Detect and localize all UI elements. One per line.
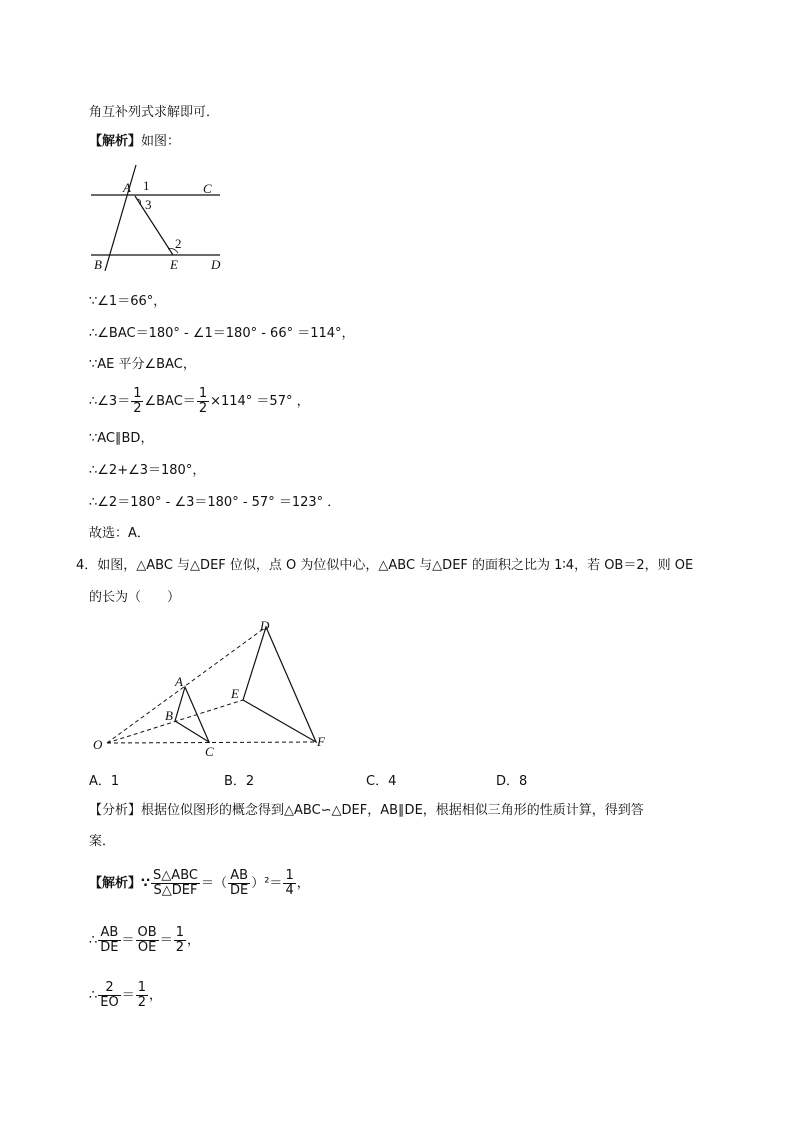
fraction-num: 1 — [285, 868, 294, 883]
triangle-def — [243, 627, 316, 742]
fraction-ab-de — [228, 869, 250, 898]
fraction-half-2 — [197, 387, 209, 416]
step-angle3-c: ×114° ＝57° ， — [210, 394, 310, 409]
option-b[interactable]: B．2 — [224, 774, 255, 789]
step-angle3-b: ∠BAC＝ — [144, 394, 196, 409]
step-bisector: ∵AE 平分∠BAC， — [89, 357, 196, 372]
fraction-den: OE — [137, 940, 157, 955]
step-parallel: ∵AC∥BD， — [89, 431, 154, 446]
therefore-symbol: ∴ — [89, 933, 98, 948]
fraction-den: 2 — [133, 401, 142, 416]
line-ae — [135, 196, 173, 255]
fig2-label-o: O — [93, 737, 103, 752]
fig1-label-a: A — [123, 180, 131, 195]
parallel-lines-figure — [88, 163, 228, 275]
fraction-den: 2 — [175, 940, 184, 955]
fraction-half-3 — [174, 926, 186, 955]
equals: ＝ — [121, 933, 135, 948]
fraction-ab-de-2 — [98, 926, 120, 955]
fig2-label-c: C — [205, 744, 214, 759]
fraction-num: S△ABC — [153, 868, 198, 883]
homothety-figure — [88, 615, 338, 763]
fig1-label-c: C — [203, 181, 212, 196]
option-d[interactable]: D．8 — [496, 774, 528, 789]
fraction-quarter — [283, 869, 295, 898]
solution-label-2: 【解析】∵ — [89, 876, 151, 891]
analysis-line2: 案． — [89, 834, 116, 849]
step-angle-bac: ∴∠BAC＝180° - ∠1＝180° - 66° ＝114°， — [89, 326, 355, 341]
fraction-num: 1 — [198, 386, 208, 401]
solution-ratio-line — [89, 922, 200, 960]
question-4-line1: 4．如图，△ABC 与△DEF 位似，点 O 为位似中心，△ABC 与△DEF 的面积之比为 1∶4，若 OB＝2，则 OE — [76, 558, 694, 573]
step-angle3 — [89, 385, 310, 419]
fraction-num: AB — [98, 926, 120, 941]
therefore-symbol: ∴ — [89, 988, 98, 1003]
answer-choice: 故选：A． — [89, 526, 150, 541]
text-line-continuation: 角互补列式求解即可． — [89, 105, 220, 120]
fig1-label-3: 3 — [145, 197, 152, 212]
fraction-den: S△DEF — [153, 883, 198, 898]
fraction-half-1 — [131, 387, 143, 416]
fig2-label-a: A — [175, 674, 183, 689]
fig2-label-b: B — [165, 708, 173, 723]
comma: ， — [149, 988, 163, 1003]
fig1-label-d: D — [211, 257, 221, 272]
fraction-half-4 — [136, 981, 148, 1010]
equals: ＝ — [159, 933, 173, 948]
solution-label: 【解析】 — [89, 134, 142, 149]
fraction-ob-oe — [136, 926, 159, 955]
fraction-num: 1 — [137, 980, 147, 995]
option-a[interactable]: A．1 — [89, 774, 120, 789]
fraction-num: OB — [137, 925, 157, 940]
fig2-label-e: E — [231, 686, 239, 701]
solution-eo-line — [89, 977, 162, 1015]
squared-equals: ）²＝ — [251, 876, 283, 891]
analysis-line1: 【分析】根据位似图形的概念得到△ABC∽△DEF，AB∥DE，根据相似三角形的性质计算，得到答 — [89, 803, 644, 818]
question-4-line2: 的长为（ ） — [89, 590, 181, 605]
equals-paren: ＝（ — [200, 876, 227, 891]
fraction-den: DE — [229, 883, 249, 898]
equals: ＝ — [121, 988, 135, 1003]
fraction-num: 2 — [98, 981, 120, 996]
fig1-label-2: 2 — [175, 236, 182, 251]
ray-od — [107, 627, 266, 743]
solution-heading — [89, 133, 180, 151]
fig2-label-d: D — [260, 618, 270, 633]
fig1-label-b: B — [94, 257, 102, 272]
fraction-num: AB — [228, 869, 250, 884]
fig2-label-f: F — [317, 734, 325, 749]
as-figure-text: 如图： — [141, 134, 181, 149]
fraction-2-eo — [98, 981, 120, 1010]
ray-of — [107, 742, 316, 743]
fraction-den: 2 — [198, 401, 208, 416]
fraction-den: 2 — [137, 995, 147, 1010]
fraction-den: EO — [100, 995, 119, 1010]
fraction-num: 1 — [175, 925, 184, 940]
step-supplementary: ∴∠2+∠3＝180°， — [89, 463, 206, 478]
comma: ， — [296, 876, 310, 891]
fraction-num: 1 — [133, 386, 142, 401]
step-angle1: ∵∠1＝66°， — [89, 294, 167, 309]
fig1-label-1: 1 — [143, 178, 150, 193]
step-angle2: ∴∠2＝180° - ∠3＝180° - 57° ＝123° ． — [89, 495, 341, 510]
comma: ， — [186, 933, 200, 948]
step-angle3-a: ∴∠3＝ — [89, 394, 131, 409]
fraction-den: DE — [100, 940, 119, 955]
fraction-area — [151, 869, 200, 898]
triangle-abc — [175, 687, 209, 742]
fraction-den: 4 — [285, 883, 294, 898]
solution-area-ratio — [89, 864, 310, 904]
option-c[interactable]: C．4 — [366, 774, 397, 789]
fig1-label-e: E — [170, 257, 178, 272]
